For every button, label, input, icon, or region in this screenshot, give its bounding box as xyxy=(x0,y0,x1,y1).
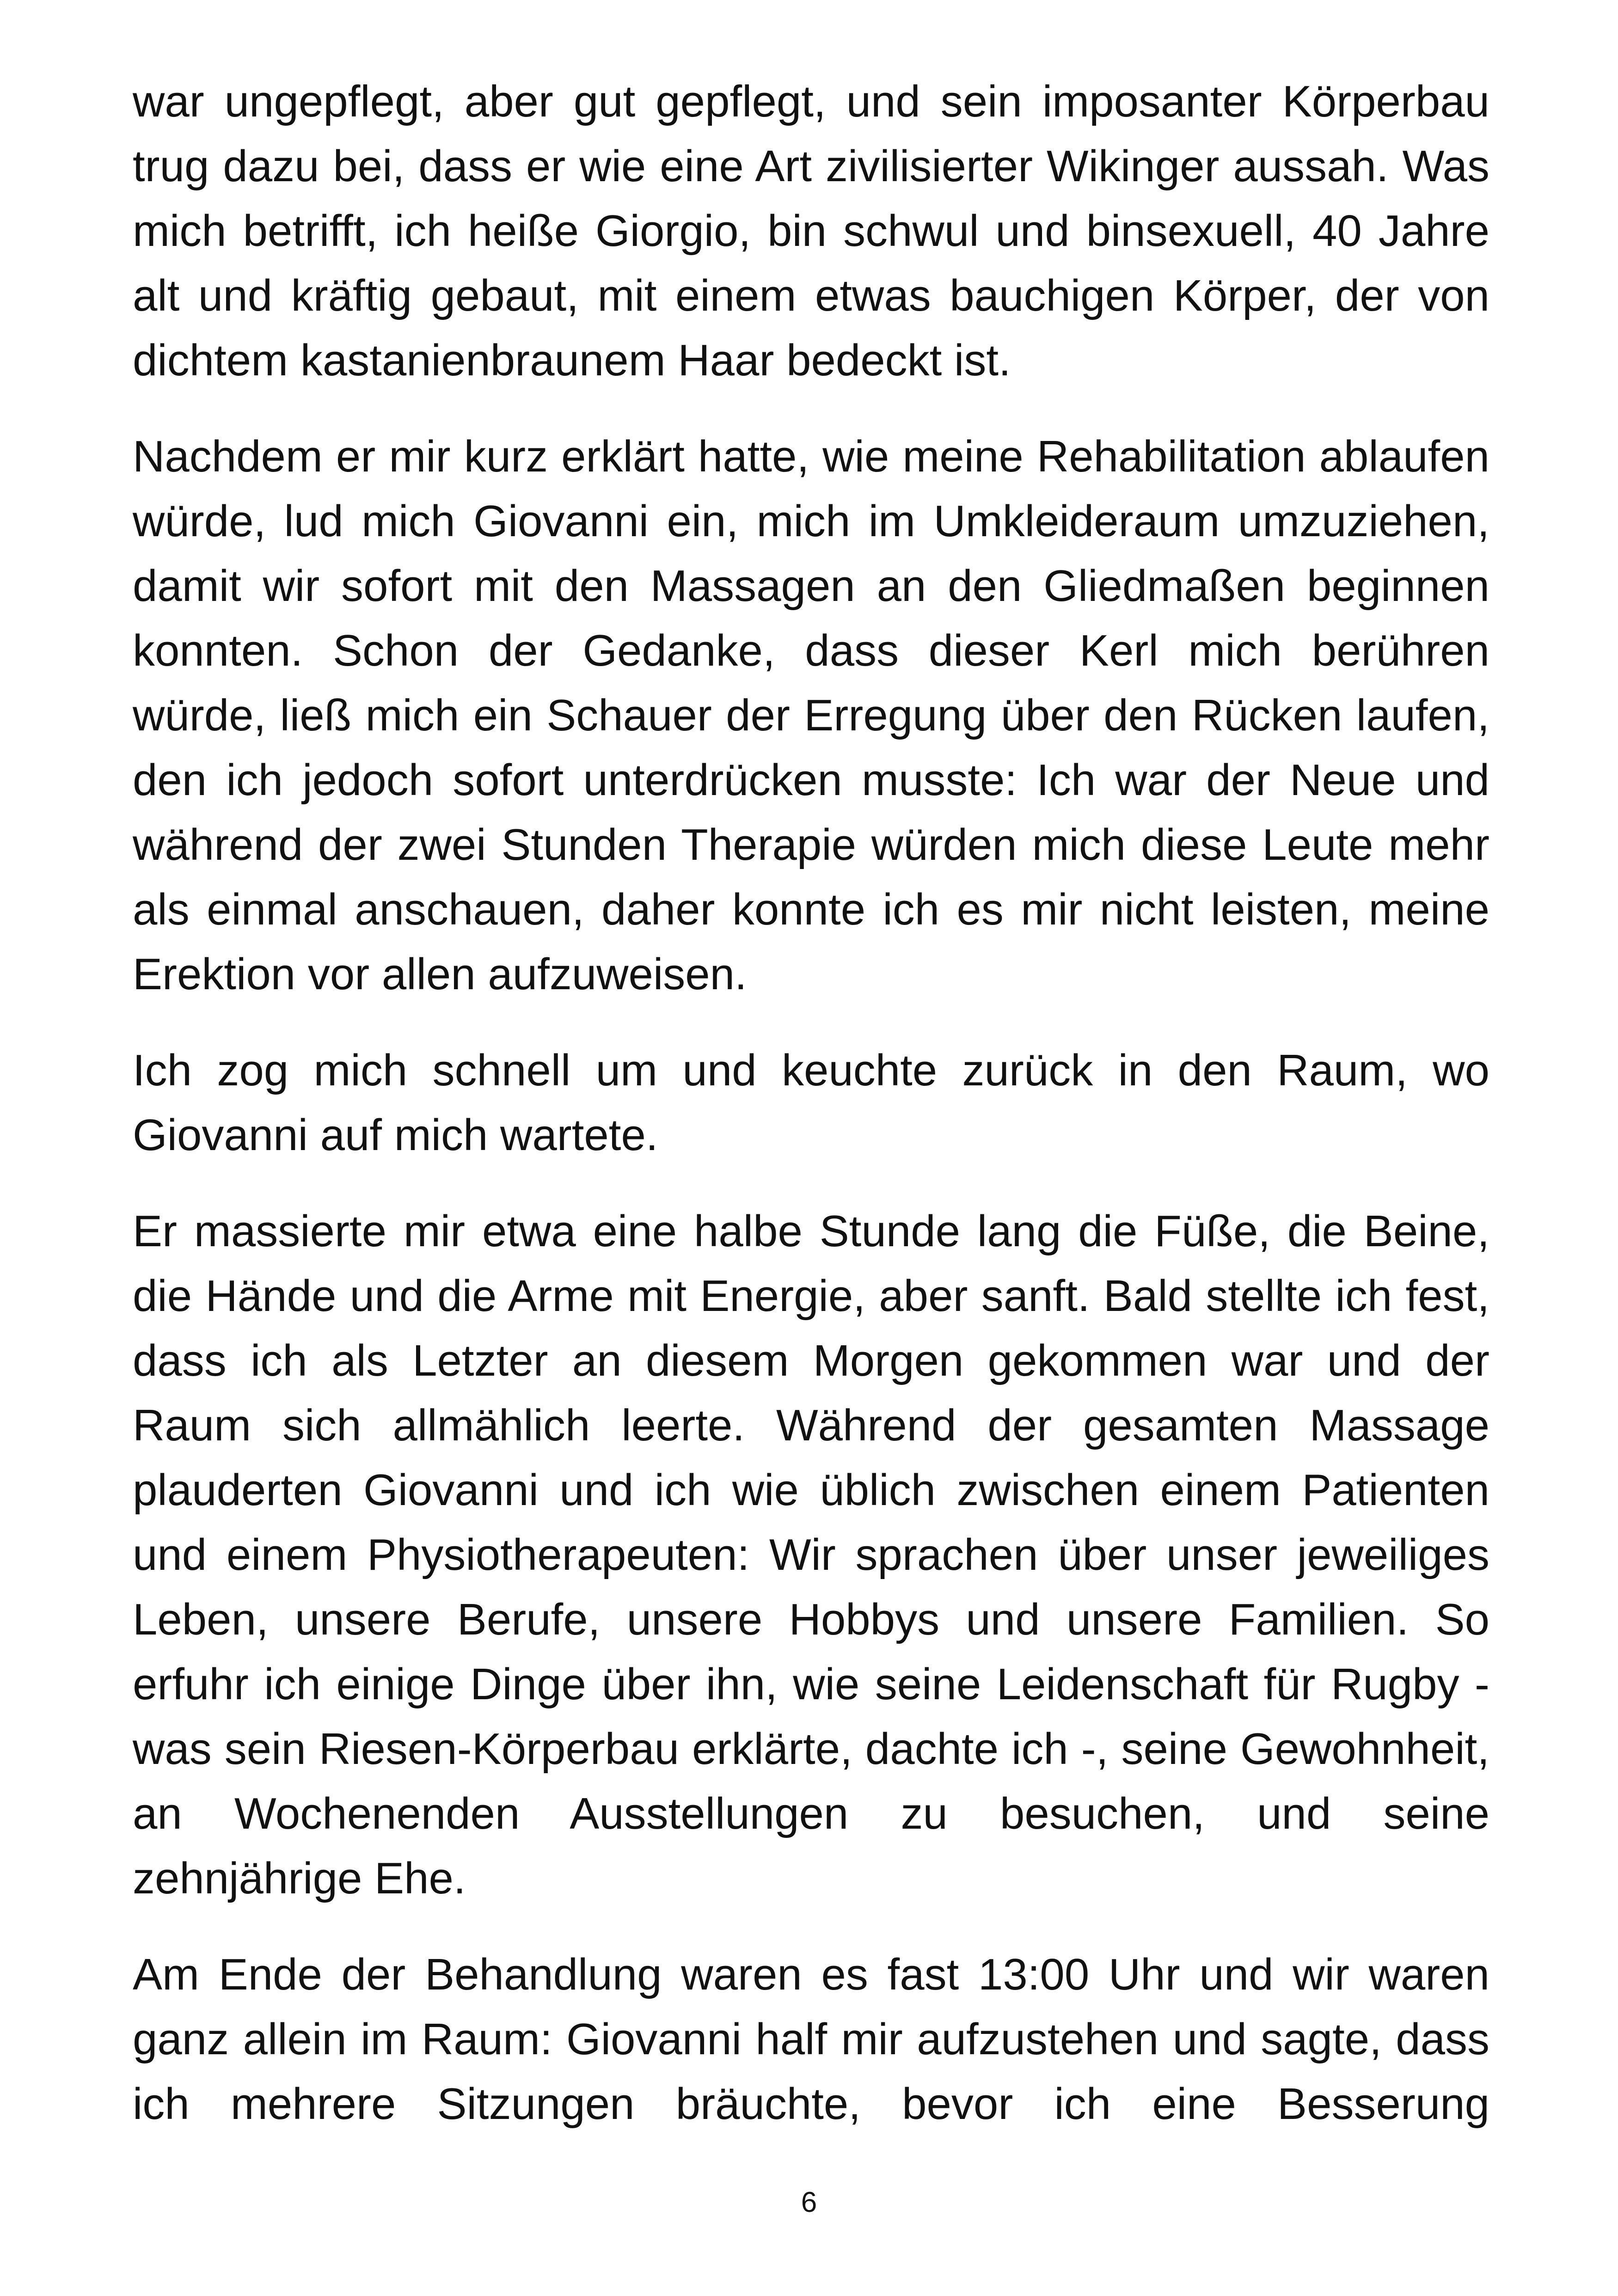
body-text xyxy=(133,69,1489,2168)
paragraph-2: Nachdem er mir kurz erklärt hatte, wie meine Rehabilitation ablaufen würde, lud mich Giovanni ein, mich im Umkleideraum umzuziehen, damit wir sofort mit den Massagen an den Gliedmaßen beginnen konnten. Schon der Gedanke, dass dieser Kerl mich berühren würde, ließ mich ein Schauer der Erregung über den Rücken laufen, den ich jedoch sofort unterdrücken musste: Ich war der Neue und während der zwei Stunden Therapie würden mich diese Leute mehr als einmal anschauen, daher konnte ich es mir nicht leisten, meine Erektion vor allen aufzuweisen. xyxy=(133,432,1489,999)
paragraph-5: Am Ende der Behandlung waren es fast 13:00 Uhr und wir waren ganz allein im Raum: Giovanni half mir aufzustehen und sagte, dass ich mehrere Sitzungen bräuchte, bevor ich eine Besserung xyxy=(133,1950,1489,2129)
paragraph-4: Er massierte mir etwa eine halbe Stunde lang die Füße, die Beine, die Hände und die Arme mit Energie, aber sanft. Bald stellte ich fest, dass ich als Letzter an diesem Morgen gekommen war und der Raum sich allmählich leerte. Während der gesamten Massage plauderten Giovanni und ich wie üblich zwischen einem Patienten und einem Physiotherapeuten: Wir sprachen über unser jeweiliges Leben, unsere Berufe, unsere Hobbys und unsere Familien. So erfuhr ich einige Dinge über ihn, wie seine Leidenschaft für Rugby - was sein Riesen-Körperbau erklärte, dachte ich -, seine Gewohnheit, an Wochenenden Ausstellungen zu besuchen, und seine zehnjährige Ehe. xyxy=(133,1206,1489,1903)
page-number: 6 xyxy=(801,2186,817,2218)
paragraph-3: Ich zog mich schnell um und keuchte zurück in den Raum, wo Giovanni auf mich wartete. xyxy=(133,1046,1489,1160)
paragraph-1: war ungepflegt, aber gut gepflegt, und sein imposanter Körperbau trug dazu bei, dass er wie eine Art zivilisierter Wikinger aussah. Was mich betrifft, ich heiße Giorgio, bin schwul und binsexuell, 40 Jahre alt und kräftig gebaut, mit einem etwas bauchigen Körper, der von dichtem kastanienbraunem Haar bedeckt ist. xyxy=(133,77,1489,385)
